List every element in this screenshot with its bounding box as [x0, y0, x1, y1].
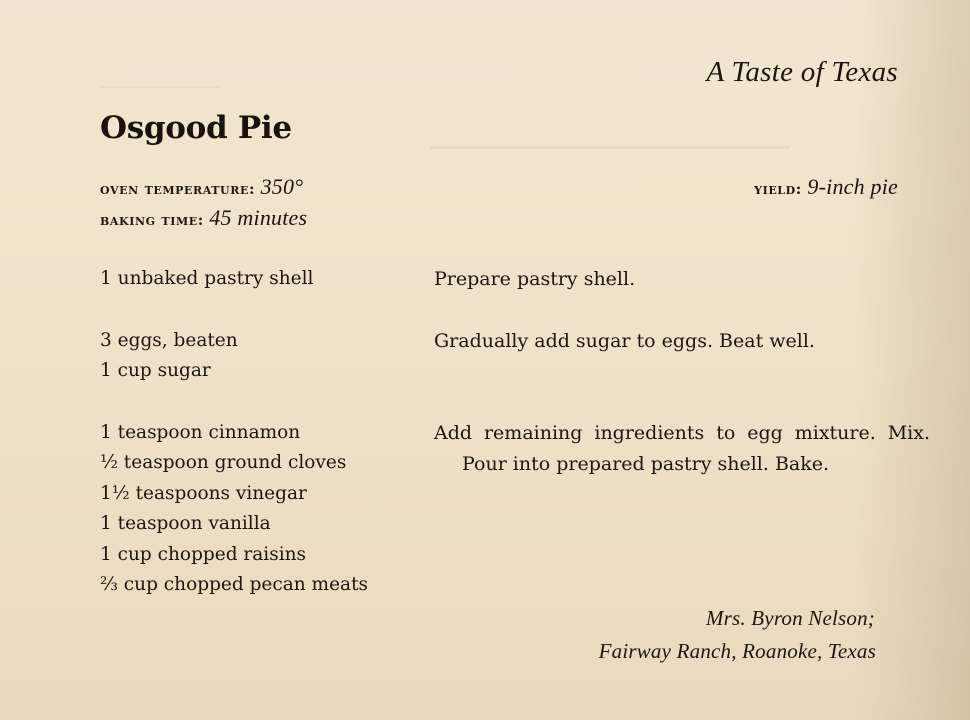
ingredient-list — [100, 264, 420, 632]
ingredient-group-eggs-sugar — [100, 326, 420, 387]
method-step: Gradually add sugar to eggs. Beat well. — [434, 330, 815, 352]
attribution-contributor: Mrs. Byron Nelson; — [705, 606, 875, 630]
ingredient-item: 1 cup sugar — [100, 360, 211, 381]
ingredient-item: 1 teaspoon cinnamon — [100, 421, 301, 443]
oven-temperature-label: oven temperature: — [100, 180, 256, 198]
method-step: Prepare pastry shell. — [434, 268, 636, 290]
baking-time — [100, 205, 307, 231]
recipe-title: Osgood Pie — [100, 110, 292, 146]
ingredient-item: 1 teaspoon vanilla — [100, 513, 271, 534]
ingredient-item: 3 eggs, beaten — [100, 329, 238, 351]
recipe-attribution — [599, 602, 875, 668]
show-through-texture — [100, 66, 220, 88]
oven-temperature-value: 350° — [260, 174, 304, 199]
oven-temperature — [100, 174, 303, 200]
ingredient-item: 1 unbaked pastry shell — [100, 268, 314, 289]
ingredient-group-pastry — [100, 264, 420, 295]
yield-value: 9-inch pie — [807, 174, 898, 199]
running-title: A Taste of Texas — [706, 56, 898, 88]
attribution-location: Fairway Ranch, Roanoke, Texas — [598, 639, 876, 663]
baking-time-value: 45 minutes — [209, 205, 308, 230]
ingredient-item: ½ teaspoon ground cloves — [100, 452, 347, 473]
ingredient-item: 1 cup chopped raisins — [100, 543, 307, 565]
ingredient-item: 1½ teaspoons vinegar — [100, 482, 307, 504]
baking-time-label: baking time: — [100, 211, 204, 229]
yield — [754, 174, 898, 200]
ingredient-item: ⅔ cup chopped pecan meats — [100, 574, 369, 595]
yield-label: yield: — [754, 180, 802, 198]
method-step: Add remaining ingredients to egg mixture. Mix. Pour into prepared pastry shell. Bake. — [434, 422, 930, 475]
show-through-texture — [430, 120, 790, 149]
ingredient-group-remaining — [100, 418, 420, 601]
